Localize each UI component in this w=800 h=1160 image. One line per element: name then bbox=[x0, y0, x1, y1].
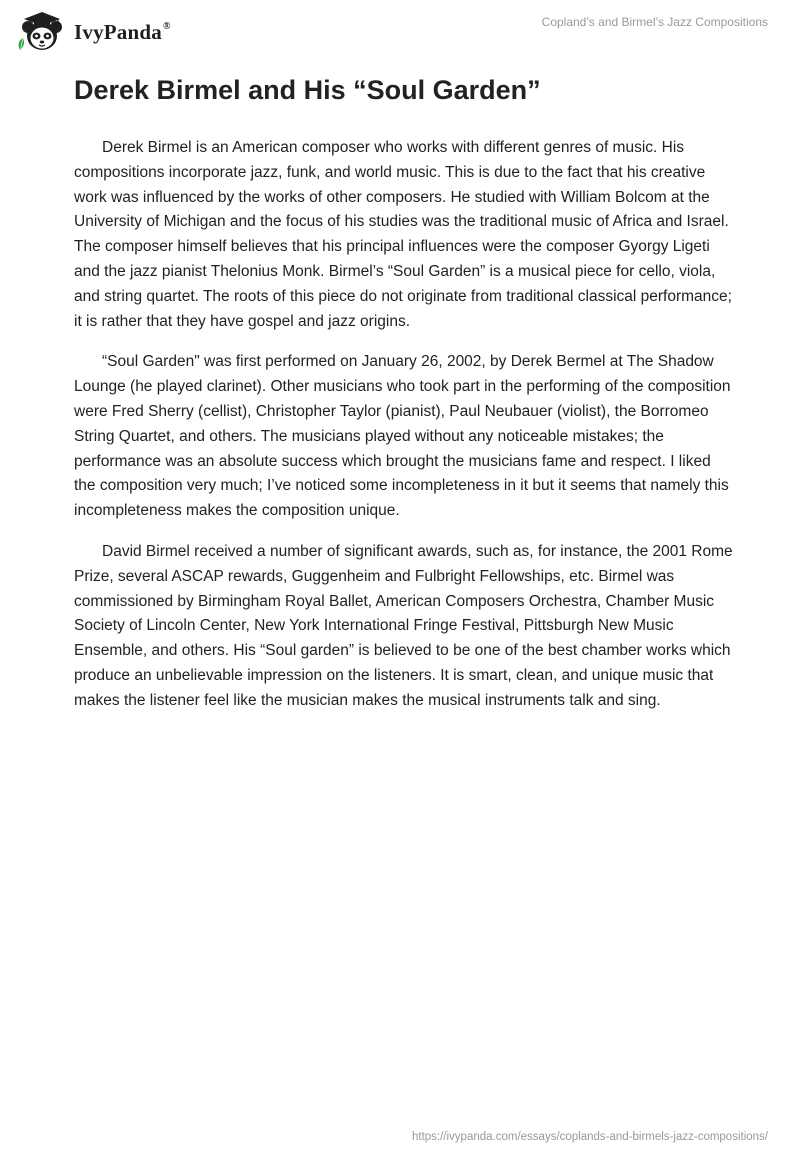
page-header bbox=[0, 0, 800, 60]
article-paragraph: Derek Birmel is an American composer who works with different genres of music. His compositions incorporate jazz, funk, and world music. This is due to the fact that his creative work was influenced by the works of other composers. He studied with William Bolcom at the University of Michigan and the focus of his studies was the traditional music of Africa and Israel. The composer himself believes that his principal influences were the composer Gyorgy Ligeti and the jazz pianist Thelonius Monk. Birmel’s “Soul Garden” is a musical piece for cello, viola, and string quartet. The roots of this piece do not originate from traditional classical performance; it is rather that they have gospel and jazz origins. bbox=[74, 139, 732, 330]
panda-logo-icon bbox=[14, 8, 70, 54]
page-title: Derek Birmel and His “Soul Garden” bbox=[74, 75, 541, 105]
article-paragraph: “Soul Garden" was first performed on January 26, 2002, by Derek Bermel at The Shadow Lounge (he played clarinet). Other musicians who took part in the performing of the composition were Fred Sherry (cellist), Christopher Taylor (pianist), Paul Neubauer (violist), the Borromeo String Quartet, and others. The musicians played without any noticeable mistakes; the performance was an absolute success which brought the musicians fame and respect. I liked the composition very much; I’ve noticed some incompleteness in it but it seems that namely this incompleteness makes the composition unique. bbox=[74, 353, 731, 520]
footer-source-url[interactable]: https://ivypanda.com/essays/coplands-and-birmels-jazz-compositions/ bbox=[411, 1131, 768, 1143]
article-paragraph: David Birmel received a number of significant awards, such as, for instance, the 2001 Rome Prize, several ASCAP rewards, Guggenheim and Fulbright Fellowships, etc. Birmel was commissioned by Birmingham Royal Ballet, American Composers Orchestra, Chamber Music Society of Lincoln Center, New York International Fringe Festival, Pittsburgh New Music Ensemble, and others. His “Soul garden” is believed to be one of the best chamber works which produce an unbelievable impression on the listeners. It is smart, clean, and unique music that makes the listener feel like the musician makes the musical instruments talk and sing. bbox=[74, 542, 733, 709]
header-document-title: Copland’s and Birmel’s Jazz Compositions bbox=[541, 15, 768, 29]
article-body bbox=[74, 136, 734, 730]
registered-mark: ® bbox=[162, 20, 171, 32]
ivypanda-logo[interactable] bbox=[14, 8, 171, 54]
logo-wordmark: IvyPanda® bbox=[74, 19, 171, 44]
